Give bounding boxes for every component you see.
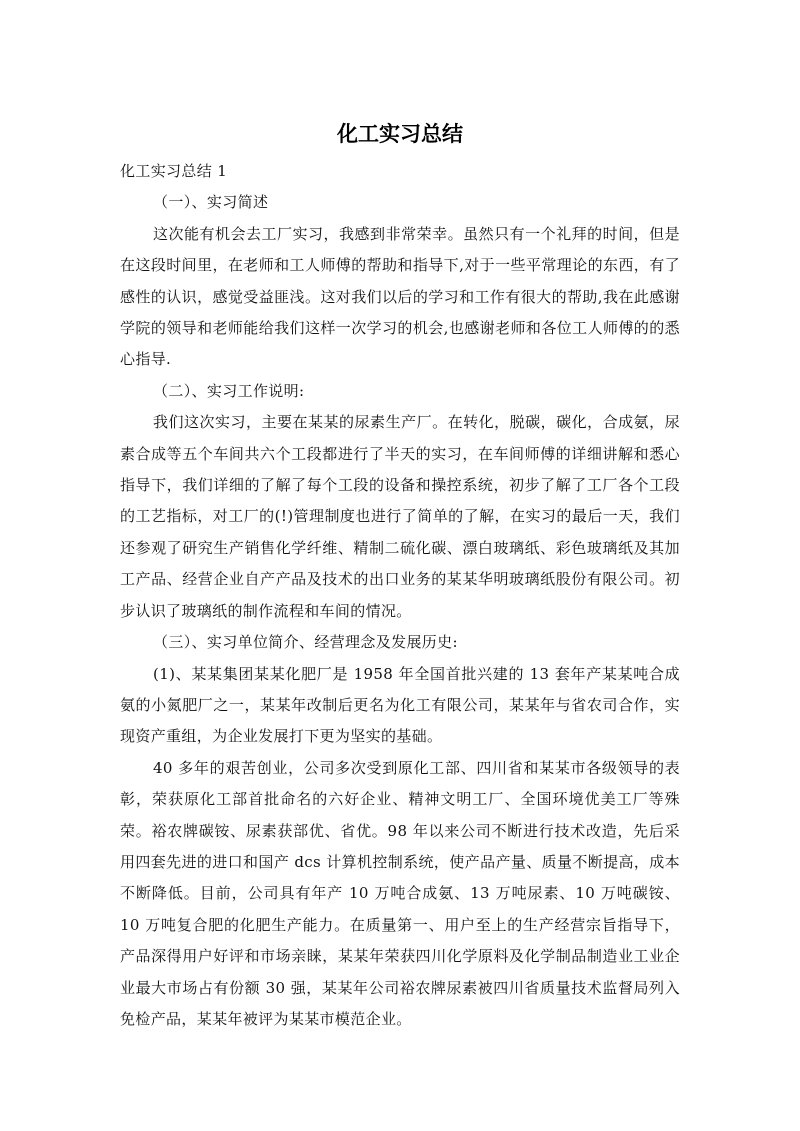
- section-heading-1: （一）、实习简述: [153, 193, 269, 212]
- paragraph-4: 40 多年的艰苦创业，公司多次受到原化工部、四川省和某某市各级领导的表彰，荣获原化工部首批命名的六好企业、精神文明工厂、全国环境优美工厂等殊荣。裕农牌碳铵、尿素获部优、省优。98 年以来公司不断进行技术改造，先后采用四套先进的进口和国产 dcs 计算机控制系统，使产品产量、质量不断提高，成本不断降低。目前，公司具有年产 10 万吨合成氨、13 万吨尿素、10 万吨碳铵、10 万吨复合肥的化肥生产能力。在质量第一、用户至上的生产经营宗旨指导下，产品深得用户好评和市场亲睐，某某年荣获四川化学原料及化学制品制造业工业企业最大市场占有份额 30 强，某某年公司裕农牌尿素被四川省质量技术监督局列入免检产品，某某年被评为某某市模范企业。: [120, 758, 680, 1028]
- section-heading-3: （三）、实习单位简介、经营理念及发展历史:: [153, 633, 458, 652]
- paragraph-2: 我们这次实习，主要在某某的尿素生产厂。在转化，脱碳，碳化，合成氨，尿素合成等五个车间共六个工段都进行了半天的实习，在车间师傅的详细讲解和悉心指导下，我们详细的了解了每个工段的设备和操控系统，初步了解了工厂各个工段的工艺指标，对工厂的(!)管理制度也进行了简单的了解，在实习的最后一天，我们还参观了研究生产销售化学纤维、精制二硫化碳、漂白玻璃纸、彩色玻璃纸及其加工产品、经营企业自产产品及技术的出口业务的某某华明玻璃纸股份有限公司。初步认识了玻璃纸的制作流程和车间的情况。: [120, 413, 680, 620]
- paragraph-3: (1)、某某集团某某化肥厂是 1958 年全国首批兴建的 13 套年产某某吨合成氨的小氮肥厂之一，某某年改制后更名为化工有限公司，某某年与省农司合作，实现资产重组，为企业发展打下更为坚实的基础。: [120, 664, 680, 746]
- section-heading-2: （二）、实习工作说明:: [153, 381, 305, 400]
- document-body: [120, 156, 680, 1035]
- document-title: 化工实习总结: [337, 122, 463, 146]
- paragraph-1: 这次能有机会去工厂实习，我感到非常荣幸。虽然只有一个礼拜的时间，但是在这段时间里，在老师和工人师傅的帮助和指导下,对于一些平常理论的东西，有了感性的认识，感觉受益匪浅。这对我们以后的学习和工作有很大的帮助,我在此感谢学院的领导和老师能给我们这样一次学习的机会,也感谢老师和各位工人师傅的的悉心指导.: [120, 224, 680, 369]
- document-subtitle: 化工实习总结 1: [120, 162, 228, 180]
